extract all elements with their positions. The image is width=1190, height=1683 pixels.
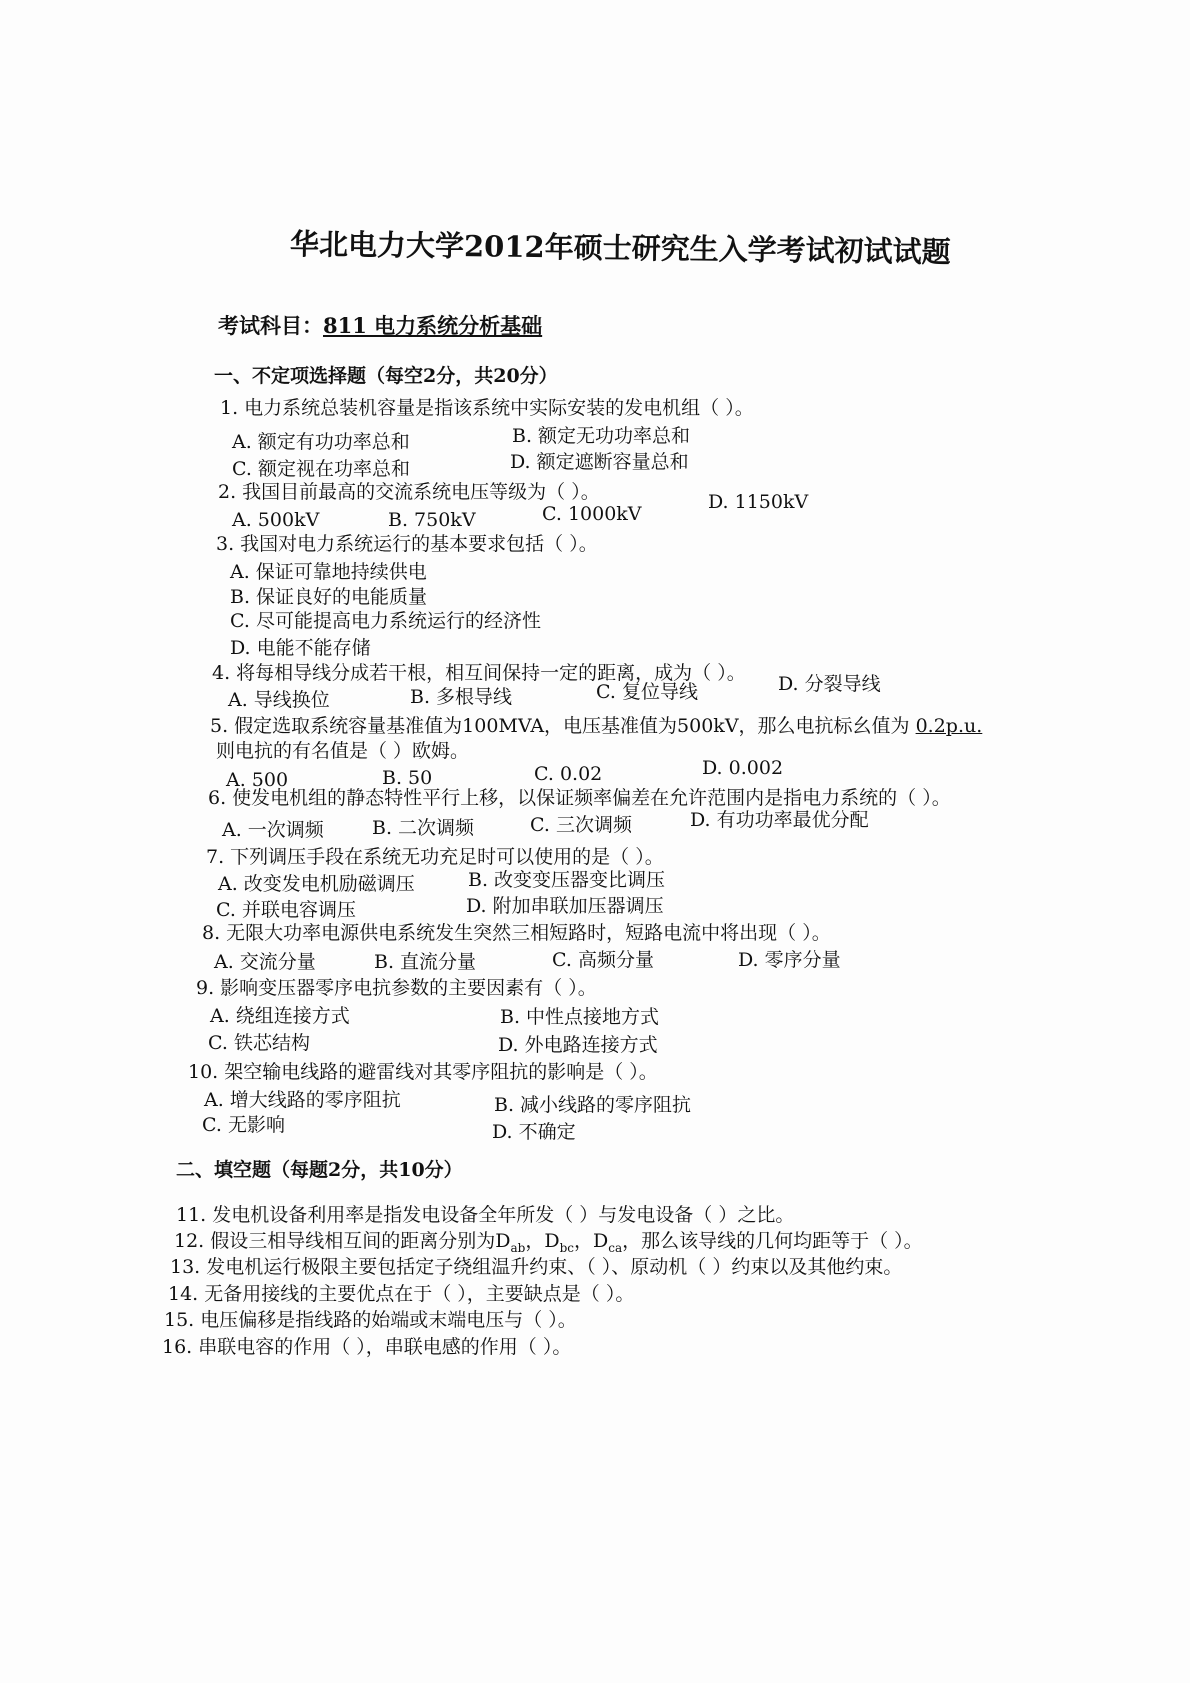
subject-name: 811 电力系统分析基础 — [323, 313, 543, 338]
question-11: 11. 发电机设备利用率是指发电设备全年所发（ ）与发电设备（ ）之比。 — [176, 1204, 795, 1226]
handwritten-value: 0.2p.u. — [915, 715, 983, 737]
option: D. 附加串联加压器调压 — [466, 895, 664, 917]
option: A. 500 — [226, 769, 289, 791]
option: A. 保证可靠地持续供电 — [230, 561, 427, 583]
q12-text: 12. 假设三相导线相互间的距离分别为D — [174, 1230, 511, 1252]
option: B. 保证良好的电能质量 — [230, 586, 428, 608]
option: A. 增大线路的零序阻抗 — [204, 1089, 401, 1111]
option: D. 零序分量 — [738, 949, 841, 971]
question-5 — [210, 714, 982, 738]
option: D. 分裂导线 — [778, 673, 881, 695]
q12-sub: ab — [510, 1240, 526, 1255]
option: D. 1150kV — [708, 491, 809, 513]
option: D. 有功功率最优分配 — [690, 809, 869, 831]
section1-heading: 一、不定项选择题（每空2分，共20分） — [214, 365, 558, 387]
option: B. 额定无功功率总和 — [512, 425, 691, 447]
option: C. 无影响 — [202, 1114, 285, 1136]
question-7: 7. 下列调压手段在系统无功充足时可以使用的是（ ）。 — [206, 846, 664, 868]
option: A. 绕组连接方式 — [210, 1005, 350, 1027]
option: B. 750kV — [388, 509, 476, 531]
q12-sub: ca — [608, 1240, 623, 1255]
q12-text: ，那么该导线的几何均距等于（ ）。 — [622, 1230, 923, 1252]
option: A. 导线换位 — [228, 689, 330, 711]
option: C. 并联电容调压 — [216, 899, 356, 921]
option: A. 500kV — [232, 509, 320, 531]
option: C. 1000kV — [542, 503, 642, 525]
option: D. 额定遮断容量总和 — [510, 451, 689, 473]
option: D. 0.002 — [702, 757, 784, 779]
question-3: 3. 我国对电力系统运行的基本要求包括（ ）。 — [216, 533, 598, 555]
option: C. 铁芯结构 — [208, 1032, 310, 1054]
question-13: 13. 发电机运行极限主要包括定子绕组温升约束、（ ）、原动机（ ）约束以及其他约束。 — [170, 1256, 903, 1278]
question-14: 14. 无备用接线的主要优点在于（ ），主要缺点是（ ）。 — [168, 1283, 635, 1305]
question-15: 15. 电压偏移是指线路的始端或末端电压与（ ）。 — [164, 1309, 577, 1331]
q12-text: ，D — [573, 1230, 609, 1252]
option: B. 直流分量 — [374, 951, 477, 973]
option: D. 不确定 — [492, 1121, 576, 1143]
q12-text: ，D — [525, 1230, 560, 1252]
option: C. 尽可能提高电力系统运行的经济性 — [230, 610, 541, 632]
option: B. 50 — [382, 767, 433, 789]
question-9: 9. 影响变压器零序电抗参数的主要因素有（ ）。 — [196, 977, 597, 999]
option: A. 交流分量 — [214, 951, 316, 973]
question-1: 1. 电力系统总装机容量是指该系统中实际安装的发电机组（ ）。 — [220, 397, 754, 419]
option: B. 中性点接地方式 — [500, 1006, 660, 1028]
option: B. 二次调频 — [372, 817, 475, 839]
question-2: 2. 我国目前最高的交流系统电压等级为（ ）。 — [218, 481, 600, 503]
option: A. 一次调频 — [222, 819, 324, 841]
option: C. 额定视在功率总和 — [232, 458, 410, 480]
option: B. 改变变压器变比调压 — [468, 869, 666, 891]
option: C. 高频分量 — [552, 949, 654, 971]
question-10: 10. 架空输电线路的避雷线对其零序阻抗的影响是（ ）。 — [188, 1061, 658, 1083]
option: D. 电能不能存储 — [230, 637, 371, 659]
question-8: 8. 无限大功率电源供电系统发生突然三相短路时，短路电流中将出现（ ）。 — [202, 922, 831, 944]
question-4: 4. 将每相导线分成若干根，相互间保持一定的距离，成为（ ）。 — [212, 662, 746, 684]
question-6: 6. 使发电机组的静态特性平行上移，以保证频率偏差在允许范围内是指电力系统的（ ）。 — [208, 787, 951, 809]
subject-label: 考试科目： — [218, 313, 323, 338]
option: C. 三次调频 — [530, 814, 632, 836]
question-5-cont: 则电抗的有名值是（ ）欧姆。 — [216, 740, 470, 762]
section2-heading: 二、填空题（每题2分，共10分） — [176, 1159, 463, 1181]
option: B. 多根导线 — [410, 686, 513, 708]
subject-line — [218, 314, 542, 338]
option: C. 复位导线 — [596, 681, 698, 703]
q12-sub: bc — [559, 1240, 574, 1255]
question-5-text: 5. 假定选取系统容量基准值为100MVA，电压基准值为500kV，那么电抗标幺值为 — [210, 715, 910, 737]
option: A. 改变发电机励磁调压 — [218, 873, 415, 895]
option: A. 额定有功功率总和 — [232, 431, 410, 453]
exam-title: 华北电力大学2012年硕士研究生入学考试初试试题 — [289, 227, 951, 270]
option: B. 减小线路的零序阻抗 — [494, 1094, 692, 1116]
option: D. 外电路连接方式 — [498, 1034, 658, 1056]
question-16: 16. 串联电容的作用（ ），串联电感的作用（ ）。 — [162, 1336, 572, 1358]
option: C. 0.02 — [534, 763, 603, 785]
